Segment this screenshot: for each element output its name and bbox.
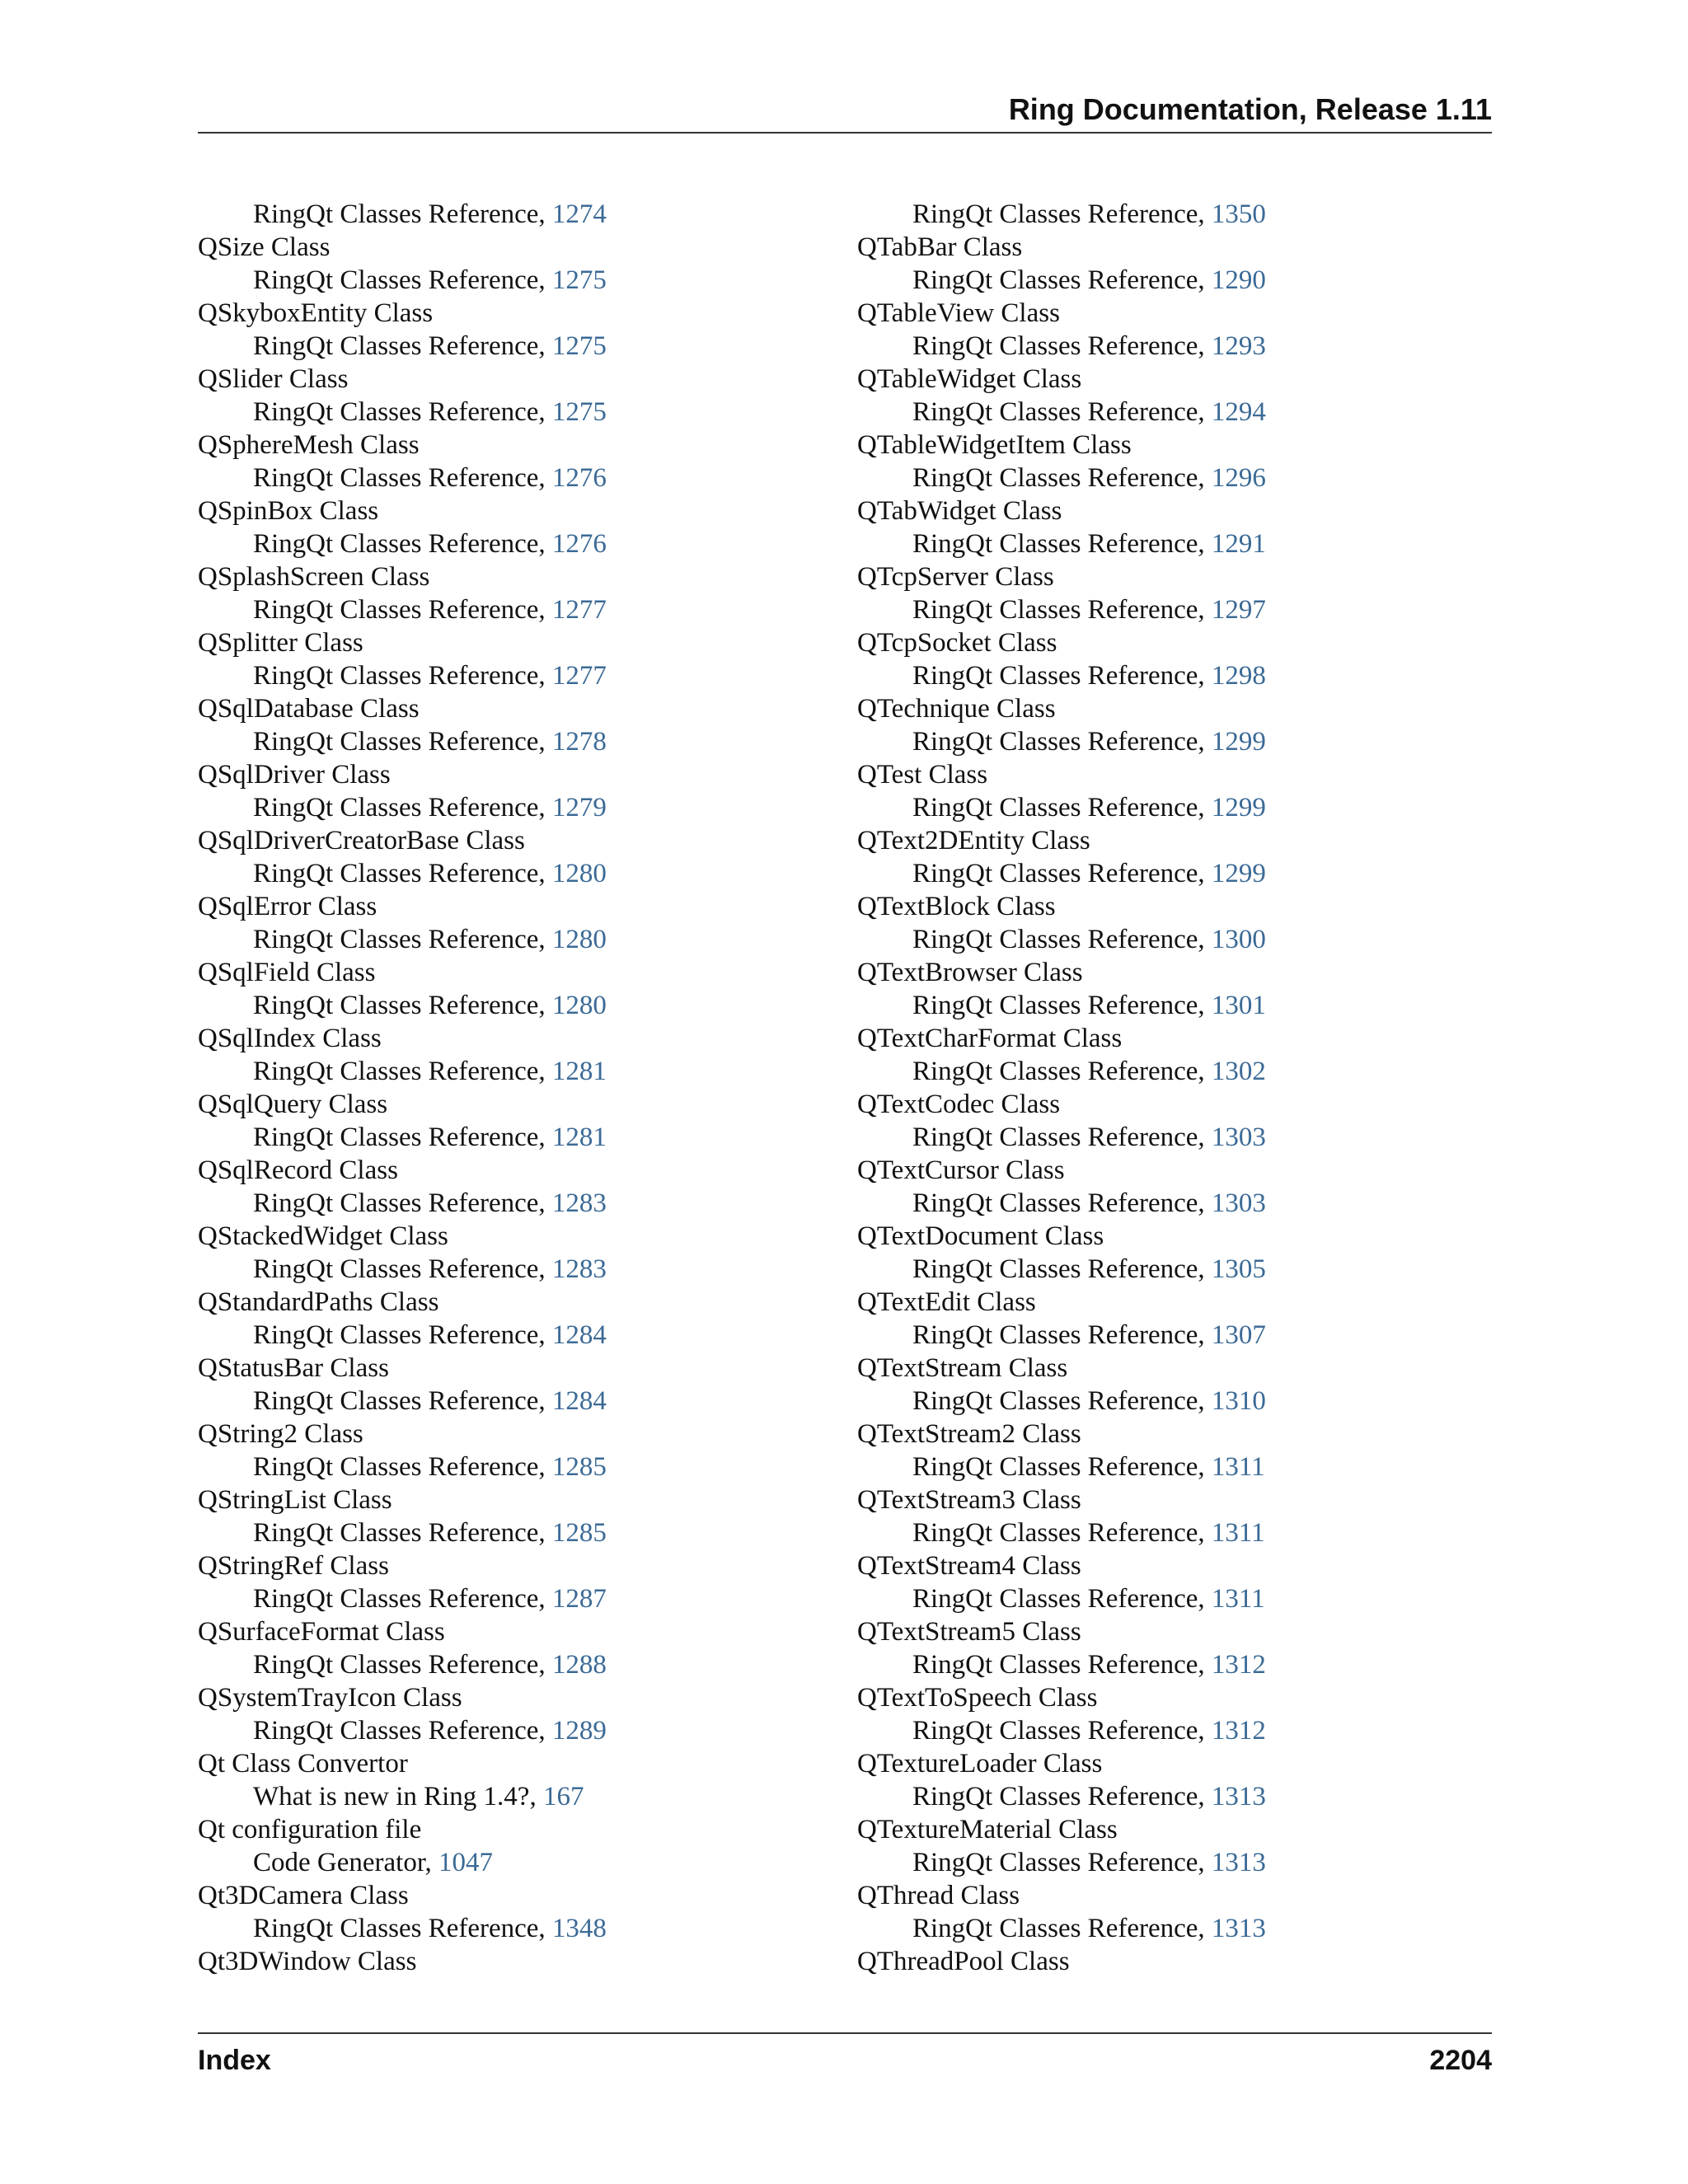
index-entry: QTextStream4 Class (857, 1551, 1081, 1581)
page-link[interactable]: 1311 (1211, 1584, 1265, 1614)
index-subentry (857, 1846, 1484, 1879)
index-subentry (198, 593, 824, 626)
index-entry: QThreadPool Class (857, 1947, 1070, 1976)
page-link[interactable]: 1296 (1211, 463, 1266, 493)
page-link[interactable]: 1300 (1211, 925, 1266, 954)
index-subentry (198, 1319, 824, 1352)
index-entry: QTextCharFormat Class (857, 1024, 1123, 1053)
index-subentry (198, 725, 824, 758)
subentry-reference: RingQt Classes Reference, (912, 793, 1212, 823)
subentry-reference: RingQt Classes Reference, (912, 1650, 1212, 1680)
section-name: Index (198, 2045, 271, 2076)
index-subentry (198, 857, 824, 890)
index-subentry (198, 1582, 824, 1615)
index-subentry (857, 659, 1484, 692)
page-link[interactable]: 1278 (551, 727, 607, 757)
index-entry: QTextCodec Class (857, 1090, 1061, 1119)
index-entry: QStringList Class (198, 1485, 392, 1515)
subentry-reference: RingQt Classes Reference, (912, 1782, 1212, 1811)
index-entry: QStackedWidget Class (198, 1221, 448, 1251)
page-link[interactable]: 1310 (1211, 1386, 1266, 1416)
page-link[interactable]: 1312 (1211, 1650, 1266, 1680)
subentry-reference: RingQt Classes Reference, (912, 859, 1212, 888)
index-entry: QSqlField Class (198, 958, 376, 987)
index-subentry (198, 198, 824, 231)
subentry-reference: RingQt Classes Reference, (253, 529, 552, 559)
page-link[interactable]: 1299 (1211, 859, 1266, 888)
subentry-reference: RingQt Classes Reference, (253, 331, 552, 361)
index-subentry (198, 1451, 824, 1483)
subentry-reference: RingQt Classes Reference, (912, 925, 1212, 954)
subentry-reference: RingQt Classes Reference, (912, 1320, 1212, 1350)
subentry-reference: RingQt Classes Reference, (912, 661, 1212, 691)
page-link[interactable]: 1284 (551, 1320, 607, 1350)
index-subentry (857, 857, 1484, 890)
index-entry: QSphereMesh Class (198, 430, 420, 460)
index-entry: QSqlRecord Class (198, 1155, 398, 1185)
page-link[interactable]: 1312 (1211, 1716, 1266, 1746)
page-link[interactable]: 1047 (438, 1848, 494, 1877)
index-subentry (857, 1780, 1484, 1813)
index-entry: QSqlDriverCreatorBase Class (198, 826, 525, 855)
subentry-reference: RingQt Classes Reference, (912, 199, 1212, 229)
subentry-reference: RingQt Classes Reference, (912, 1254, 1212, 1284)
index-subentry (198, 659, 824, 692)
subentry-reference: RingQt Classes Reference, (912, 991, 1212, 1020)
subentry-reference: RingQt Classes Reference, (253, 859, 552, 888)
index-entry: QTest Class (857, 760, 988, 790)
index-subentry (198, 264, 824, 297)
page-link[interactable]: 1285 (551, 1518, 607, 1548)
page-link[interactable]: 1299 (1211, 727, 1266, 757)
index-entry: QTextBrowser Class (857, 958, 1083, 987)
subentry-reference: RingQt Classes Reference, (253, 1452, 552, 1482)
index-entry: QSpinBox Class (198, 496, 379, 526)
subentry-reference: RingQt Classes Reference, (912, 529, 1212, 559)
index-subentry (198, 1912, 824, 1945)
index-subentry (857, 1385, 1484, 1418)
page-link[interactable]: 1311 (1211, 1518, 1265, 1548)
subentry-reference: RingQt Classes Reference, (253, 397, 552, 427)
document-title: Ring Documentation, Release 1.11 (1008, 92, 1492, 126)
index-entry: QStringRef Class (198, 1551, 389, 1581)
subentry-reference: RingQt Classes Reference, (912, 397, 1212, 427)
page-link[interactable]: 1289 (551, 1716, 607, 1746)
index-subentry (198, 1055, 824, 1088)
subentry-reference: RingQt Classes Reference, (253, 1518, 552, 1548)
page-link[interactable]: 1313 (1211, 1848, 1266, 1877)
index-subentry (857, 396, 1484, 429)
page-link[interactable]: 1287 (551, 1584, 607, 1614)
subentry-reference: RingQt Classes Reference, (912, 331, 1212, 361)
page-link[interactable]: 1276 (551, 463, 607, 493)
index-subentry (857, 923, 1484, 956)
index-entry: QTextureMaterial Class (857, 1815, 1118, 1844)
subentry-reference: RingQt Classes Reference, (253, 265, 552, 295)
page-link[interactable]: 1298 (1211, 661, 1266, 691)
subentry-reference: Code Generator, (253, 1848, 439, 1877)
index-entry: QTableWidgetItem Class (857, 430, 1132, 460)
subentry-reference: RingQt Classes Reference, (253, 925, 552, 954)
subentry-reference: RingQt Classes Reference, (912, 1914, 1212, 1943)
index-subentry (857, 1055, 1484, 1088)
page-link[interactable]: 1279 (551, 793, 607, 823)
index-subentry (857, 1451, 1484, 1483)
index-entry: Qt3DCamera Class (198, 1881, 409, 1910)
page-link[interactable]: 1303 (1211, 1122, 1266, 1152)
page-link[interactable]: 1274 (551, 199, 607, 229)
subentry-reference: RingQt Classes Reference, (253, 595, 552, 625)
index-entry: QTechnique Class (857, 694, 1056, 724)
subentry-reference: RingQt Classes Reference, (912, 1848, 1212, 1877)
page-link[interactable]: 1285 (551, 1452, 607, 1482)
index-subentry (857, 725, 1484, 758)
page-link[interactable]: 1280 (551, 991, 607, 1020)
index-subentry (198, 791, 824, 824)
page-link[interactable]: 1350 (1211, 199, 1266, 229)
index-entry: QSlider Class (198, 364, 349, 394)
subentry-reference: RingQt Classes Reference, (253, 463, 552, 493)
index-entry: QSqlDatabase Class (198, 694, 420, 724)
page-link[interactable]: 1299 (1211, 793, 1266, 823)
index-entry: QTabBar Class (857, 232, 1023, 262)
index-subentry (857, 593, 1484, 626)
subentry-reference: RingQt Classes Reference, (912, 1716, 1212, 1746)
index-subentry (198, 396, 824, 429)
subentry-reference: RingQt Classes Reference, (912, 1188, 1212, 1218)
subentry-reference: RingQt Classes Reference, (253, 661, 552, 691)
index-subentry (857, 1319, 1484, 1352)
index-subentry (857, 527, 1484, 560)
index-subentry (857, 1648, 1484, 1681)
index-subentry (198, 1385, 824, 1418)
index-entry: QSplitter Class (198, 628, 363, 658)
subentry-reference: RingQt Classes Reference, (253, 199, 552, 229)
index-subentry (857, 1912, 1484, 1945)
index-entry: QTableWidget Class (857, 364, 1082, 394)
subentry-reference: RingQt Classes Reference, (912, 1122, 1212, 1152)
index-subentry (198, 330, 824, 363)
page-link[interactable]: 1288 (551, 1650, 607, 1680)
index-entry: Qt configuration file (198, 1815, 422, 1844)
index-entry: QTableView Class (857, 298, 1060, 328)
page-link[interactable]: 1281 (551, 1057, 607, 1086)
page-link[interactable]: 1283 (551, 1254, 607, 1284)
index-entry: QSkyboxEntity Class (198, 298, 434, 328)
page-link[interactable]: 1290 (1211, 265, 1266, 295)
index-entry: QStatusBar Class (198, 1353, 389, 1383)
subentry-reference: RingQt Classes Reference, (912, 265, 1212, 295)
index-entry: Qt Class Convertor (198, 1749, 408, 1779)
index-subentry (198, 1846, 824, 1879)
index-entry: QSurfaceFormat Class (198, 1617, 445, 1647)
page-link[interactable]: 1275 (551, 331, 607, 361)
subentry-reference: RingQt Classes Reference, (253, 1716, 552, 1746)
subentry-reference: RingQt Classes Reference, (912, 1057, 1212, 1086)
page-link[interactable]: 1313 (1211, 1782, 1266, 1811)
index-entry: QSqlIndex Class (198, 1024, 382, 1053)
page-link[interactable]: 1280 (551, 859, 607, 888)
index-entry: QTabWidget Class (857, 496, 1062, 526)
index-entry: QTextStream5 Class (857, 1617, 1081, 1647)
index-entry: QSqlQuery Class (198, 1090, 388, 1119)
subentry-reference: What is new in Ring 1.4?, (253, 1782, 543, 1811)
page-link[interactable]: 1303 (1211, 1188, 1266, 1218)
running-footer (198, 2032, 1492, 2076)
index-subentry (857, 791, 1484, 824)
page-link[interactable]: 1297 (1211, 595, 1266, 625)
subentry-reference: RingQt Classes Reference, (253, 1320, 552, 1350)
index-subentry (198, 1253, 824, 1286)
page-link[interactable]: 1311 (1211, 1452, 1265, 1482)
index-subentry (198, 989, 824, 1022)
index-column-left (198, 198, 824, 1978)
index-subentry (198, 923, 824, 956)
subentry-reference: RingQt Classes Reference, (912, 595, 1212, 625)
index-subentry (857, 1714, 1484, 1747)
page-link[interactable]: 1280 (551, 925, 607, 954)
index-subentry (857, 1516, 1484, 1549)
subentry-reference: RingQt Classes Reference, (253, 1386, 552, 1416)
index-entry: QTextStream2 Class (857, 1419, 1081, 1449)
index-entry: QString2 Class (198, 1419, 363, 1449)
page-link[interactable]: 1302 (1211, 1057, 1266, 1086)
page-link[interactable]: 1284 (551, 1386, 607, 1416)
page-link[interactable]: 1283 (551, 1188, 607, 1218)
index-subentry (857, 1121, 1484, 1154)
page-number: 2204 (1429, 2045, 1492, 2076)
subentry-reference: RingQt Classes Reference, (253, 727, 552, 757)
index-entry: Qt3DWindow Class (198, 1947, 417, 1976)
index-entry: QTextEdit Class (857, 1287, 1036, 1317)
subentry-reference: RingQt Classes Reference, (253, 1650, 552, 1680)
index-entry: QSize Class (198, 232, 331, 262)
index-entry: QTextStream Class (857, 1353, 1068, 1383)
index-entry: QTextureLoader Class (857, 1749, 1103, 1779)
page-link[interactable]: 1293 (1211, 331, 1266, 361)
subentry-reference: RingQt Classes Reference, (912, 1584, 1212, 1614)
index-entry: QTextBlock Class (857, 892, 1056, 921)
index-subentry (198, 1714, 824, 1747)
page-link[interactable]: 1275 (551, 265, 607, 295)
index-subentry (198, 462, 824, 494)
page-link[interactable]: 1348 (551, 1914, 607, 1943)
index-subentry (857, 1253, 1484, 1286)
page-link[interactable]: 1307 (1211, 1320, 1266, 1350)
running-header (198, 91, 1492, 134)
index-entry: QText2DEntity Class (857, 826, 1090, 855)
index-entry: QSqlDriver Class (198, 760, 391, 790)
index-entry: QSystemTrayIcon Class (198, 1683, 462, 1713)
index-subentry (198, 1187, 824, 1220)
index-subentry (857, 462, 1484, 494)
subentry-reference: RingQt Classes Reference, (253, 793, 552, 823)
subentry-reference: RingQt Classes Reference, (253, 1914, 552, 1943)
subentry-reference: RingQt Classes Reference, (253, 1188, 552, 1218)
index-subentry (857, 1187, 1484, 1220)
subentry-reference: RingQt Classes Reference, (253, 1254, 552, 1284)
page-link[interactable]: 1291 (1211, 529, 1266, 559)
index-entry: QTextDocument Class (857, 1221, 1104, 1251)
subentry-reference: RingQt Classes Reference, (912, 1386, 1212, 1416)
index-entry: QTextStream3 Class (857, 1485, 1081, 1515)
index-subentry (198, 1648, 824, 1681)
index-subentry (198, 1121, 824, 1154)
index-entry: QSplashScreen Class (198, 562, 430, 592)
index-subentry (198, 1516, 824, 1549)
page-link[interactable]: 1277 (551, 595, 607, 625)
index-entry: QTextCursor Class (857, 1155, 1065, 1185)
page-link[interactable]: 1275 (551, 397, 607, 427)
subentry-reference: RingQt Classes Reference, (253, 1057, 552, 1086)
page-link[interactable]: 1294 (1211, 397, 1266, 427)
page-link[interactable]: 1305 (1211, 1254, 1266, 1284)
page-link[interactable]: 1277 (551, 661, 607, 691)
subentry-reference: RingQt Classes Reference, (253, 1122, 552, 1152)
index-entry: QTcpServer Class (857, 562, 1054, 592)
index-entry: QTcpSocket Class (857, 628, 1057, 658)
subentry-reference: RingQt Classes Reference, (912, 1452, 1212, 1482)
page-link[interactable]: 1313 (1211, 1914, 1266, 1943)
subentry-reference: RingQt Classes Reference, (912, 1518, 1212, 1548)
subentry-reference: RingQt Classes Reference, (253, 991, 552, 1020)
subentry-reference: RingQt Classes Reference, (253, 1584, 552, 1614)
index-subentry (857, 264, 1484, 297)
index-subentry (198, 527, 824, 560)
page-link[interactable]: 1301 (1211, 991, 1266, 1020)
page-link[interactable]: 167 (542, 1782, 584, 1811)
page-link[interactable]: 1276 (551, 529, 607, 559)
index-subentry (857, 1582, 1484, 1615)
index-entry: QSqlError Class (198, 892, 377, 921)
index-entry: QThread Class (857, 1881, 1020, 1910)
index-entry: QTextToSpeech Class (857, 1683, 1098, 1713)
subentry-reference: RingQt Classes Reference, (912, 463, 1212, 493)
page-link[interactable]: 1281 (551, 1122, 607, 1152)
index-subentry (857, 989, 1484, 1022)
index-column-right (857, 198, 1484, 1978)
subentry-reference: RingQt Classes Reference, (912, 727, 1212, 757)
index-subentry (857, 198, 1484, 231)
index-entry: QStandardPaths Class (198, 1287, 439, 1317)
index-subentry (857, 330, 1484, 363)
index-subentry (198, 1780, 824, 1813)
